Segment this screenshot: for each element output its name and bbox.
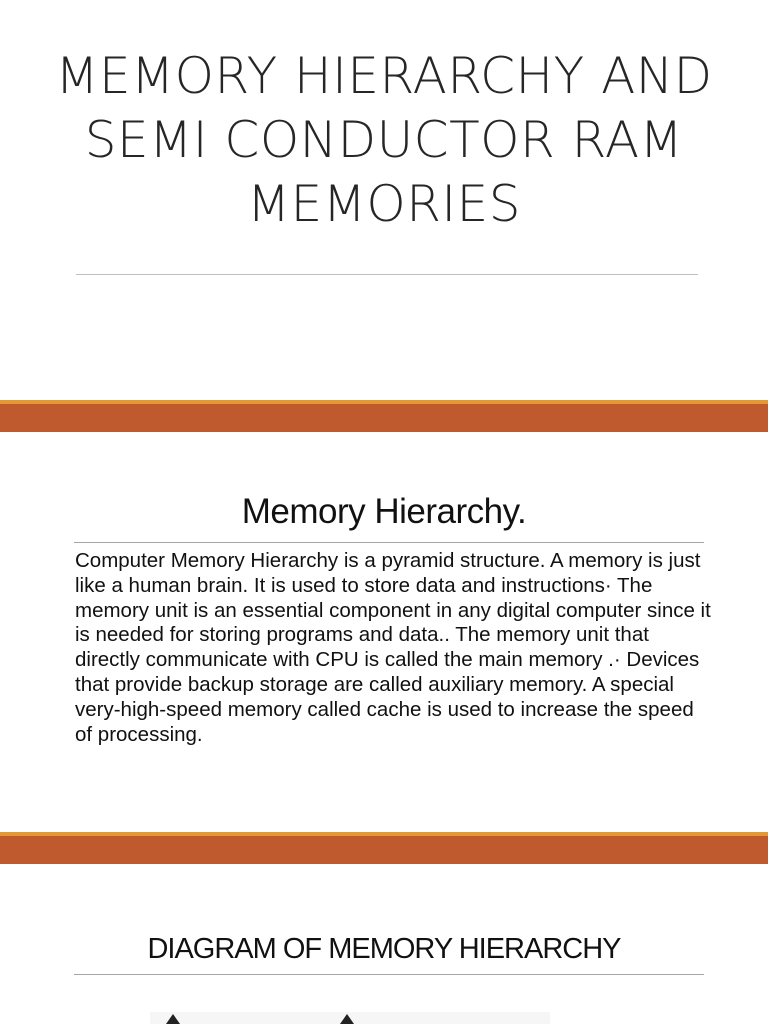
heading-divider	[74, 542, 704, 543]
pyramid-shape	[340, 1014, 354, 1024]
heading-divider	[74, 974, 704, 975]
slide-separator-band	[0, 832, 768, 864]
slide-heading: Memory Hierarchy.	[241, 492, 527, 531]
slide-body-text: Computer Memory Hierarchy is a pyramid structure. A memory is just like a human brain. It is used to store data and instructions· The memory unit is an essential component in any digital computer since it is needed for storing programs and data.. The memory unit that directly communicate with CPU is called the main memory .· Devices that provide backup storage are called auxiliary memory. A special very-high-speed memory called cache is used to increase the speed of processing.	[75, 549, 711, 746]
pyramid-shape	[166, 1014, 180, 1024]
presentation-title: MEMORY HIERARCHY AND SEMI CONDUCTOR RAM MEMORIES	[55, 47, 713, 233]
memory-hierarchy-slide	[0, 432, 768, 832]
title-slide	[0, 0, 768, 400]
diagram-slide	[0, 864, 768, 1024]
title-divider	[76, 274, 698, 275]
slide-heading: DIAGRAM OF MEMORY HIERARCHY	[147, 933, 621, 965]
slide-separator-band	[0, 400, 768, 432]
